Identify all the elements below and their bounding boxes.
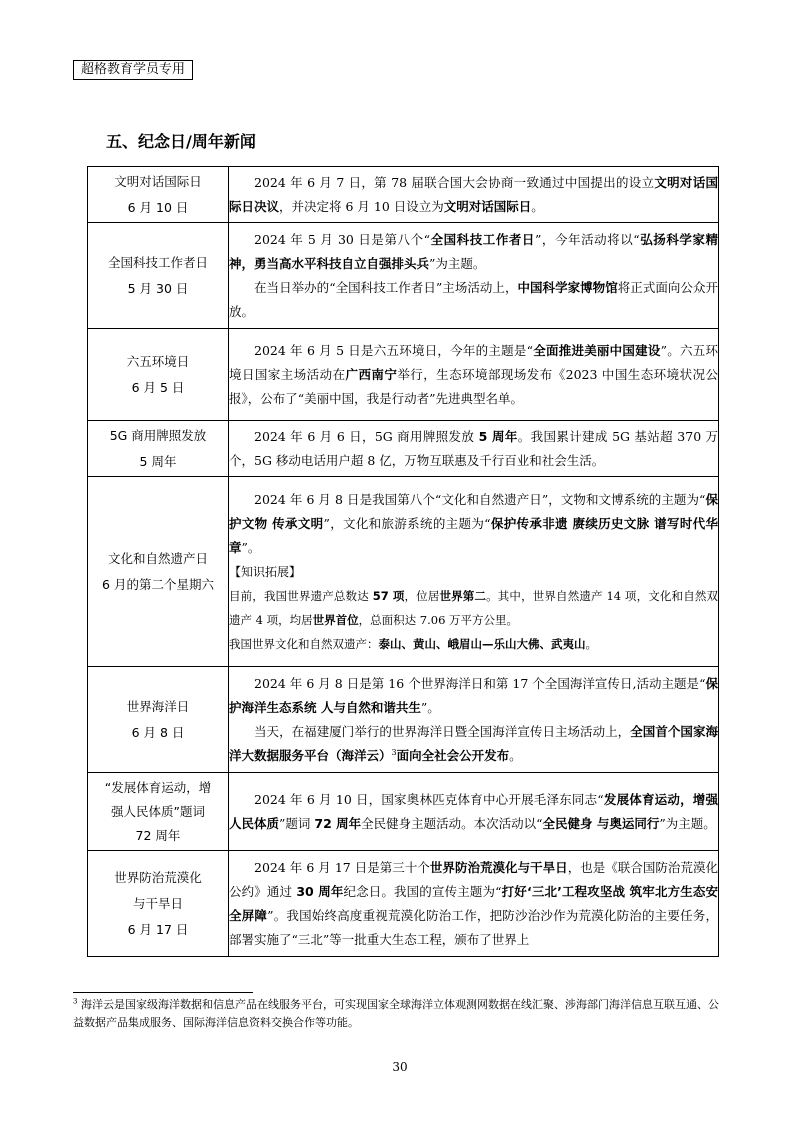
text: 2024 年 6 月 8 日是第 16 个世界海洋日和第 17 个全国海洋宣传日,活动主题是“ [254, 675, 706, 691]
bold-text: 面向全社会公开发布 [396, 747, 510, 763]
event-name-line: 世界海洋日 [126, 698, 190, 714]
bold-text: 全民健身 与奥运同行 [542, 815, 660, 831]
event-name-cell [88, 851, 229, 957]
bold-text: 5 周年 [478, 428, 518, 444]
event-desc-cell [229, 421, 719, 477]
text: ”。 [420, 699, 440, 715]
text: 2024 年 5 月 30 日是第八个“ [254, 231, 431, 247]
text: 2024 年 6 月 6 日，5G 商用牌照发放 [254, 428, 479, 444]
events-table [87, 166, 719, 957]
event-date-line: 6 月 8 日 [131, 724, 185, 740]
bold-text: 全面推进美丽中国建设 [533, 342, 661, 358]
event-name-line: 强人民体质”题词 [111, 803, 205, 819]
event-name-cell [88, 223, 229, 329]
text: ，也是《联合国防治荒漠化公约》通过 [229, 859, 718, 899]
table-row [88, 773, 719, 851]
header-stamp: 超格教育学员专用 [73, 60, 193, 80]
text: ”题词 [279, 815, 315, 831]
event-desc-cell [229, 329, 719, 421]
event-name-cell [88, 667, 229, 773]
footnote-divider [73, 992, 253, 993]
bold-text: 世界首位 [312, 612, 359, 627]
text: 。我国累计建成 5G 基站超 370 万个，5G 移动电话用户超 8 亿，万物互联惠及千行百业和社会生活。 [229, 428, 718, 468]
event-paragraph [229, 425, 718, 473]
footnote [73, 996, 721, 1032]
table-row [88, 667, 719, 773]
bold-text: 世界防治荒漠化与干旱日 [429, 859, 568, 875]
text: 目前，我国世界遗产总数达 [229, 588, 373, 603]
event-name-line: 文化和自然遗产日 [107, 550, 208, 566]
event-desc-cell [229, 851, 719, 957]
table-row [88, 477, 719, 667]
text: ”，文化和旅游系统的主题为“ [323, 515, 491, 531]
event-paragraph [229, 488, 718, 560]
text: ，并决定将 6 月 10 日设立为 [279, 198, 444, 214]
event-date-line: 6 月 17 日 [127, 921, 189, 937]
text: 在当日举办的“全国科技工作者日”主场活动上， [254, 279, 518, 295]
knowledge-extension-paragraph [229, 584, 718, 632]
event-name-cell [88, 167, 229, 223]
footnote-mark: 3 [73, 997, 78, 1006]
bold-text: 保护海洋生态系统 人与自然和谐共生 [229, 675, 718, 715]
event-date-line: 5 周年 [139, 453, 177, 469]
footnote-ref: 3 [391, 747, 397, 757]
text: 2024 年 6 月 10 日，国家奥林匹克体育中心开展毛泽东同志“ [254, 791, 604, 807]
text: 全民健身主题活动。本次活动以“ [361, 815, 543, 831]
table-row [88, 167, 719, 223]
table-row [88, 851, 719, 957]
event-name-cell [88, 421, 229, 477]
text: 将正式面向公众开放。 [229, 279, 718, 319]
event-name-line: 与干旱日 [132, 895, 183, 911]
bold-text: 全国首个国家海洋大数据服务平台（海洋云） [229, 723, 718, 763]
text: ”。我国始终高度重视荒漠化防治工作，把防沙治沙作为荒漠化防治的主要任务，部署实施了“三北”等一批重大生态工程，颁布了世界上 [229, 907, 718, 947]
event-paragraph [229, 276, 718, 324]
bold-text: 文明对话国际日 [443, 198, 532, 214]
text: ”为主题。 [659, 815, 716, 831]
event-date-line: 6 月的第二个星期六 [102, 576, 214, 592]
event-date-line: 72 周年 [135, 827, 181, 843]
text: ，总面积达 7.06 万平方公里。 [358, 612, 519, 627]
text: ”。六五环境日国家主场活动在 [229, 342, 718, 382]
event-name-cell [88, 773, 229, 851]
event-desc-cell [229, 167, 719, 223]
event-paragraph [229, 228, 718, 276]
bold-text: 泰山、黄山、峨眉山—乐山大佛、武夷山 [378, 636, 586, 651]
text: ，位居 [404, 588, 440, 603]
bold-text: 保护文物 传承文明 [229, 491, 718, 531]
text: 2024 年 6 月 5 日是六五环境日，今年的主题是“ [254, 342, 533, 358]
knowledge-extension-heading: 【知识拓展】 [229, 564, 302, 579]
event-name-line: “发展体育运动，增 [104, 779, 212, 795]
footnote-text: 海洋云是国家级海洋数据和信息产品在线服务平台，可实现国家全球海洋立体观测网数据在线汇聚、涉海部门海洋信息互联互通、公益数据产品集成服务、国际海洋信息资料交换合作等功能。 [73, 998, 719, 1029]
event-paragraph [229, 788, 718, 836]
bold-text: 打好‘三北’工程攻坚战 筑牢北方生态安全屏障 [229, 883, 718, 923]
event-name-line: 文明对话国际日 [114, 173, 202, 189]
event-desc-cell [229, 477, 719, 667]
event-name-line: 5G 商用牌照发放 [109, 427, 207, 443]
bold-text: 文明对话国际日决议 [229, 174, 718, 214]
text: 我国世界文化和自然双遗产： [229, 636, 379, 651]
bold-text: 弘扬科学家精神，勇当高水平科技自立自强排头兵 [229, 231, 718, 271]
table-row [88, 223, 719, 329]
text: 。 [509, 747, 522, 763]
event-paragraph [229, 856, 718, 952]
page-number: 30 [392, 1060, 408, 1074]
text: 当天，在福建厦门举行的世界海洋日暨全国海洋宣传日主场活动上， [254, 723, 631, 739]
event-desc-cell [229, 223, 719, 329]
event-name-cell [88, 329, 229, 421]
section-title: 五、纪念日/周年新闻 [106, 132, 256, 151]
event-paragraph [229, 171, 718, 219]
bold-text: 全国科技工作者日 [430, 231, 535, 247]
event-name-line: 世界防治荒漠化 [114, 869, 202, 885]
event-name-line: 六五环境日 [126, 353, 190, 369]
event-paragraph [229, 720, 718, 768]
table-row [88, 329, 719, 421]
text: 纪念日。我国的宣传主题为“ [343, 883, 502, 899]
event-desc-cell [229, 667, 719, 773]
bold-text: 发展体育运动，增强人民体质 [229, 791, 718, 831]
text: ”，今年活动将以“ [534, 231, 640, 247]
bold-text: 世界第二 [439, 588, 487, 603]
bold-text: 中国科学家博物馆 [517, 279, 618, 295]
event-date-line: 6 月 10 日 [127, 199, 189, 215]
event-name-cell [88, 477, 229, 667]
text: ”。 [241, 539, 261, 555]
text: ”为主题。 [429, 255, 486, 271]
text: 举行，生态环境部现场发布《2023 中国生态环境状况公报》，公布了“美丽中国，我是行动者”先进典型名单。 [229, 366, 718, 406]
text: 2024 年 6 月 7 日，第 78 届联合国大会协商一致通过中国提出的设立 [254, 174, 655, 190]
bold-text: 72 周年 [314, 815, 362, 831]
table-row [88, 421, 719, 477]
event-paragraph [229, 672, 718, 720]
text: 。 [585, 636, 597, 651]
text: 2024 年 6 月 17 日是第三十个 [254, 859, 430, 875]
event-date-line: 6 月 5 日 [131, 379, 185, 395]
bold-text: 57 项 [372, 588, 405, 603]
event-date-line: 5 月 30 日 [127, 280, 189, 296]
event-paragraph [229, 339, 718, 411]
event-desc-cell [229, 773, 719, 851]
event-name-line: 全国科技工作者日 [107, 254, 208, 270]
text: 。其中，世界自然遗产 14 项，文化和自然双遗产 4 项，均居 [229, 588, 719, 627]
knowledge-extension-paragraph [229, 632, 718, 656]
text: 2024 年 6 月 8 日是我国第八个“文化和自然遗产日”，文物和文博系统的主题为“ [254, 491, 706, 507]
bold-text: 保护传承非遗 赓续历史文脉 谱写时代华章 [229, 515, 718, 555]
bold-text: 30 周年 [296, 883, 344, 899]
bold-text: 广西南宁 [345, 366, 398, 382]
text: 。 [531, 198, 544, 214]
